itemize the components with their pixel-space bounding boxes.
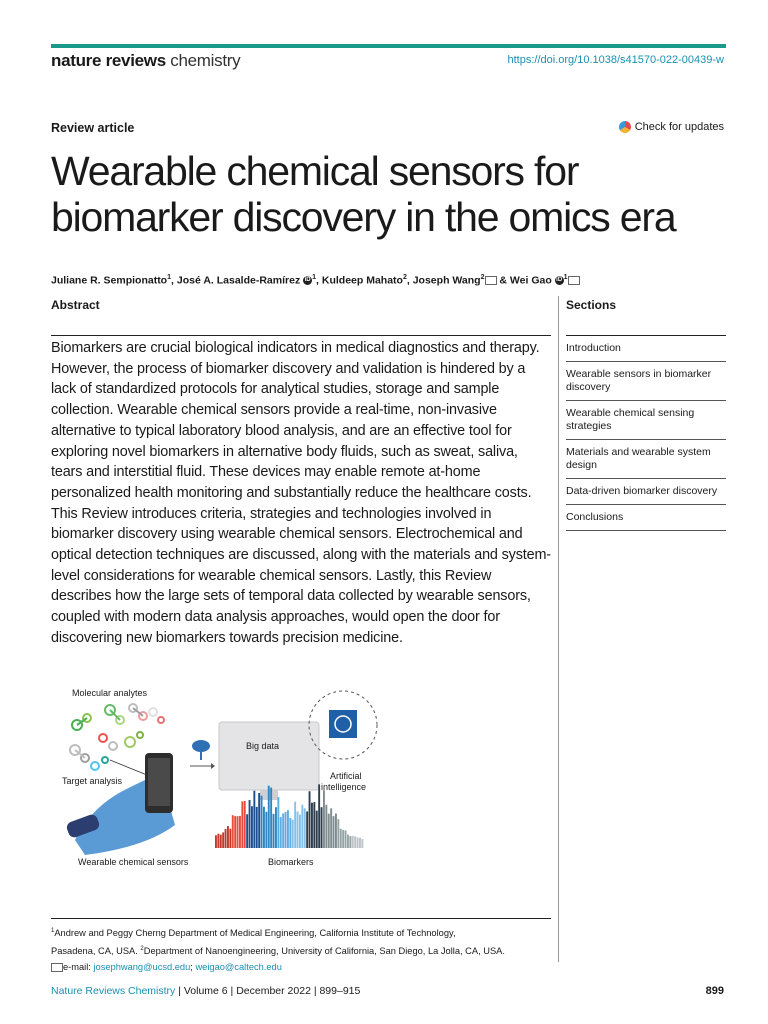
figure-label-molecular: Molecular analytes: [72, 688, 148, 698]
section-link-conclusions[interactable]: Conclusions: [566, 505, 726, 531]
journal-name-light: chemistry: [170, 51, 241, 70]
figure-label-big-data: Big data: [246, 741, 280, 751]
figure-label-biomarkers: Biomarkers: [268, 857, 314, 867]
section-link-data-driven[interactable]: Data-driven biomarker discovery: [566, 479, 726, 505]
biomarker-spectrum: [215, 784, 363, 848]
spectrum-bar: [337, 819, 339, 848]
spectrum-bar: [249, 800, 251, 848]
author-3-affil: 2: [402, 274, 407, 281]
spectrum-bar: [261, 796, 263, 848]
affil-marker-2: 2: [140, 946, 144, 953]
spectrum-bar: [251, 806, 253, 848]
spectrum-bar: [215, 835, 217, 848]
spectrum-bar: [335, 814, 337, 848]
page-number: 899: [705, 985, 724, 997]
author-4-affil: 2: [480, 274, 485, 281]
author-5: Wei Gao: [509, 274, 552, 287]
spectrum-bar: [246, 814, 248, 848]
spectrum-bar: [229, 829, 231, 848]
spectrum-bar: [273, 814, 275, 848]
email-icon: [51, 963, 63, 972]
spectrum-bar: [285, 812, 287, 848]
header-accent-bar: [51, 44, 726, 48]
cloud-upload-icon: [190, 740, 215, 769]
affil-line-2a: Pasadena, CA, USA.: [51, 946, 141, 957]
spectrum-bar: [301, 805, 303, 848]
spectrum-bar: [217, 834, 219, 848]
spectrum-bar: [299, 815, 301, 848]
spectrum-bar: [282, 813, 284, 848]
author-3: Kuldeep Mahato: [321, 274, 403, 287]
journal-name: [51, 51, 240, 71]
email-link-wang[interactable]: josephwang@ucsd.edu: [93, 962, 191, 973]
abstract-rule: [51, 335, 551, 336]
spectrum-bar: [256, 807, 258, 848]
affiliations-footnote: [51, 923, 551, 975]
spectrum-bar: [222, 832, 224, 848]
spectrum-bar: [304, 808, 306, 848]
spectrum-bar: [237, 816, 239, 848]
author-1-affil: 1: [167, 274, 172, 281]
spectrum-bar: [220, 835, 222, 848]
spectrum-bar: [294, 802, 296, 848]
affil-marker-1: 1: [51, 928, 55, 934]
section-link-materials[interactable]: Materials and wearable system design: [566, 440, 726, 479]
spectrum-bar: [309, 791, 311, 848]
spectrum-bar: [258, 793, 260, 848]
abstract-text: Biomarkers are crucial biological indicators in medical diagnostics and therapy. However, the process of biomarker discovery and validation is hindered by a lack of standardized protocols for analytical studies, storage and sample collection. Wearable chemical sensors provide a real-time, non-invasive alternative to typical laboratory blood analysis, and are an effective tool for exploring novel biomarkers in alternative body fluids, such as sweat, saliva, tears and interstitial fluid. These devices may enable remote at-home personalized health monitoring and substantially reduce the healthcare costs. This Review introduces criteria, strategies and technologies involved in biomarker discovery using wearable chemical sensors. Electrochemical and optical detection techniques are discussed, along with the materials and system-level considerations for wearable chemical sensors. Lastly, this Review describes how the large sets of temporal data collected by wearable sensors, coupled with modern data analysis approaches, would open the door for discovering new biomarkers towards precision medicine.: [51, 340, 551, 646]
spectrum-bar: [253, 791, 255, 848]
section-link-introduction[interactable]: Introduction: [566, 336, 726, 362]
spectrum-bar: [340, 829, 342, 848]
spectrum-bar: [289, 818, 291, 848]
spectrum-bar: [357, 837, 359, 848]
check-updates-label: Check for updates: [634, 121, 724, 133]
spectrum-bar: [297, 811, 299, 848]
page-footer: [51, 985, 360, 997]
footnote-rule: [51, 918, 551, 919]
spectrum-bar: [263, 807, 265, 848]
spectrum-bar: [318, 784, 320, 848]
spectrum-bar: [361, 839, 363, 848]
section-link-sensing-strategies[interactable]: Wearable chemical sensing strategies: [566, 401, 726, 440]
spectrum-bar: [321, 807, 323, 848]
email-link-gao[interactable]: weigao@caltech.edu: [195, 962, 282, 973]
spectrum-bar: [333, 816, 335, 848]
title-line-2: biomarker discovery in the omics era: [51, 194, 676, 240]
check-updates-icon: [619, 121, 631, 133]
spectrum-bar: [239, 816, 241, 848]
orcid-icon[interactable]: iD: [304, 277, 311, 284]
column-divider: [558, 296, 559, 962]
orcid-icon[interactable]: iD: [556, 277, 563, 284]
spectrum-bar: [349, 836, 351, 848]
spectrum-bar: [232, 815, 234, 848]
spectrum-bar: [342, 830, 344, 848]
section-link-wearable-sensors[interactable]: Wearable sensors in biomarker discovery: [566, 362, 726, 401]
email-separator: ;: [190, 962, 196, 973]
spectrum-bar: [277, 797, 279, 848]
spectrum-bar: [323, 790, 325, 848]
figure-label-ai-line2: intelligence: [321, 782, 367, 792]
spectrum-bar: [268, 786, 270, 848]
spectrum-bar: [306, 811, 308, 848]
spectrum-bar: [241, 801, 243, 848]
figure-label-ai-line1: Artificial: [330, 771, 362, 781]
article-type: Review article: [51, 121, 135, 135]
spectrum-bar: [316, 811, 318, 848]
email-icon[interactable]: [568, 276, 580, 285]
title-line-1: Wearable chemical sensors for: [51, 148, 579, 194]
author-2-affil: 1: [312, 274, 317, 281]
email-label: e-mail:: [63, 962, 94, 973]
spectrum-bar: [244, 801, 246, 848]
email-icon[interactable]: [485, 276, 497, 285]
spectrum-bar: [328, 814, 330, 848]
author-1: Juliane R. Sempionatto: [51, 274, 168, 287]
spectrum-bar: [234, 816, 236, 848]
abstract-figure: [55, 680, 555, 875]
spectrum-bar: [352, 836, 354, 848]
affil-line-2b: Department of Nanoengineering, University of California, San Diego, La Jolla, CA, USA.: [143, 946, 505, 957]
spectrum-bar: [311, 803, 313, 848]
spectrum-bar: [292, 820, 294, 848]
sections-heading: Sections: [566, 298, 617, 312]
affil-line-1: Andrew and Peggy Cherng Department of Medical Engineering, California Institute of Technology,: [54, 928, 456, 939]
spectrum-bar: [275, 807, 277, 848]
spectrum-bar: [265, 812, 267, 848]
check-updates-link[interactable]: [619, 121, 724, 133]
author-4: Joseph Wang: [412, 274, 481, 287]
spectrum-bar: [354, 836, 356, 848]
figure-label-sensors: Wearable chemical sensors: [78, 857, 189, 867]
doi-link[interactable]: https://doi.org/10.1038/s41570-022-00439-w: [507, 54, 724, 66]
spectrum-bar: [280, 817, 282, 848]
spectrum-bar: [225, 829, 227, 848]
hand-with-phone: [65, 753, 175, 855]
author-list: Juliane R. Sempionatto$^1$, José A. Lasalde-Ramírez iD $^1$, Kuldeep Mahato$^2$, Joseph Wang$^2$ & Wei Gao iD $^1$: [51, 274, 671, 287]
spectrum-bar: [313, 802, 315, 848]
author-5-affil: 1: [563, 274, 568, 281]
author-2: José A. Lasalde-Ramírez: [176, 274, 301, 287]
article-title: [51, 148, 741, 240]
spectrum-bar: [359, 838, 361, 848]
footer-journal[interactable]: Nature Reviews Chemistry: [51, 985, 176, 997]
spectrum-bar: [330, 808, 332, 848]
spectrum-bar: [325, 805, 327, 848]
spectrum-bar: [347, 835, 349, 848]
figure-label-target: Target analysis: [62, 776, 123, 786]
spectrum-bar: [270, 788, 272, 848]
abstract-heading: Abstract: [51, 298, 100, 312]
sections-list: [566, 335, 726, 531]
spectrum-bar: [227, 826, 229, 848]
spectrum-bar: [287, 810, 289, 848]
footer-details: | Volume 6 | December 2022 | 899–915: [175, 985, 361, 997]
journal-name-bold: nature reviews: [51, 51, 166, 70]
spectrum-bar: [345, 830, 347, 848]
